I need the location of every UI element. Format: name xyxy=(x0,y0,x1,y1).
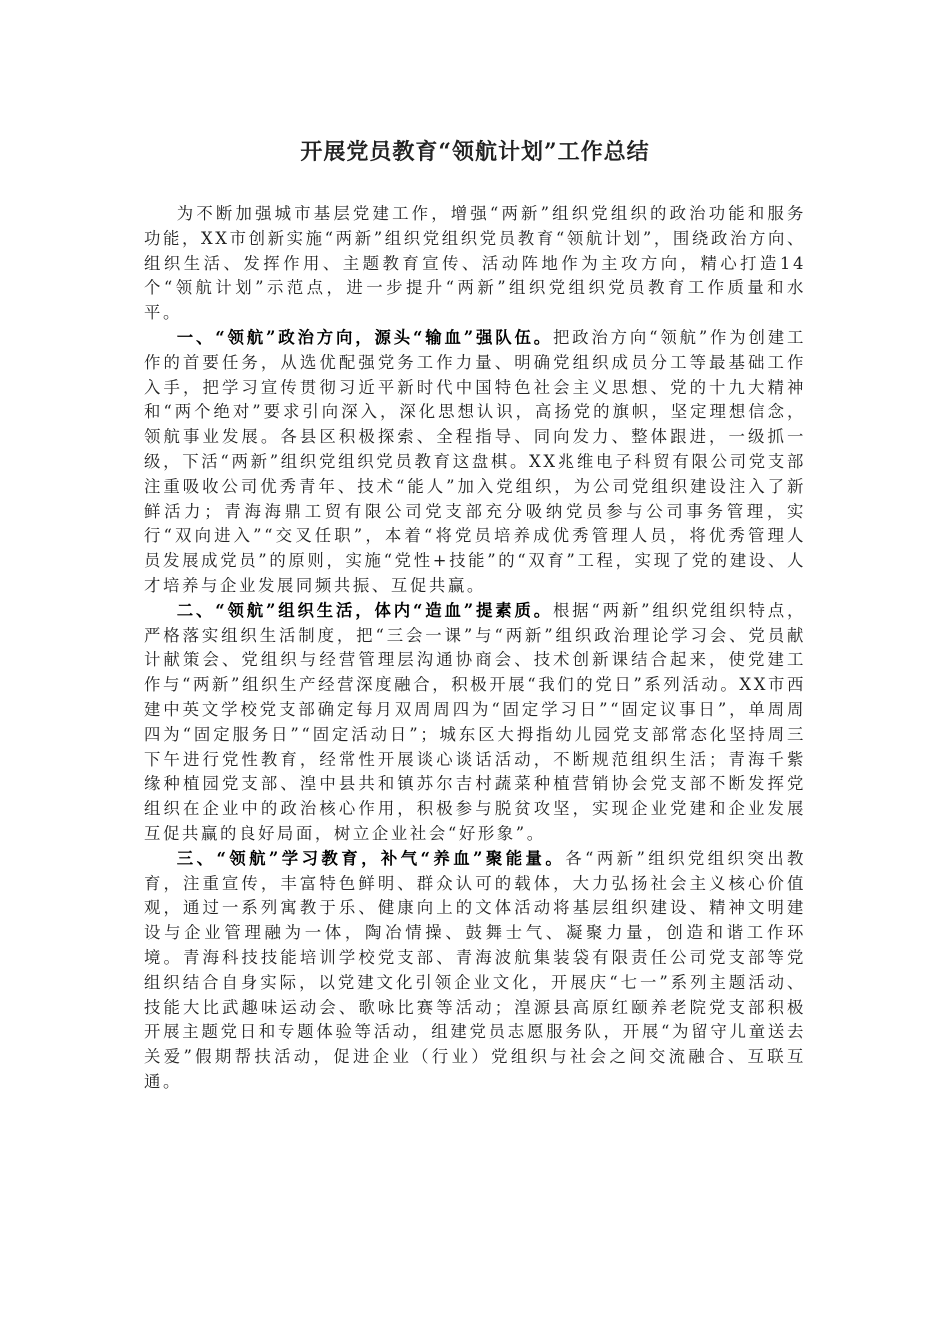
document-page xyxy=(144,135,806,1095)
document-title: 开展党员教育“领航计划”工作总结 xyxy=(300,139,650,165)
section-2-heading: 二、“领航”组织生活，体内“造血”提素质。 xyxy=(176,600,553,620)
section-3-heading: 三、“领航”学习教育，补气“养血”聚能量。 xyxy=(176,848,566,868)
intro-paragraph: 为不断加强城市基层党建工作，增强“两新”组织党组织的政治功能和服务功能，XX市创新实施“两新”组织党组织党员教育“领航计划”，围绕政治方向、组织生活、发挥作用、主题教育宣传、活动阵地作为主攻方向，精心打造14个“领航计划”示范点，进一步提升“两新”组织党组织党员教育工作质量和水平。 xyxy=(144,204,806,323)
section-3-body: 各“两新”组织党组织突出教育，注重宣传，丰富特色鲜明、群众认可的载体，大力弘扬社会主义核心价值观，通过一系列寓教于乐、健康向上的文体活动将基层组织建设、精神文明建设与企业管理融为一体，陶冶情操、鼓舞士气、凝聚力量，创造和谐工作环境。青海科技技能培训学校党支部、青海波航集装袋有限责任公司党支部等党组织结合自身实际，以党建文化引领企业文化，开展庆“七一”系列主题活动、技能大比武趣味运动会、歌咏比赛等活动；湟源县高原红颐养老院党支部积极开展主题党日和专题体验等活动，组建党员志愿服务队，开展“为留守儿童送去关爱”假期帮扶活动，促进企业（行业）党组织与社会之间交流融合、互联互通。 xyxy=(144,848,807,1091)
section-2-body: 根据“两新”组织党组织特点，严格落实组织生活制度，把“三会一课”与“两新”组织政治理论学习会、党员献计献策会、党组织与经营管理层沟通协商会、技术创新课结合起来，使党建工作与“两新”组织生产经营深度融合，积极开展“我们的党日”系列活动。XX市西建中英文学校党支部确定每月双周周四为“固定学习日”“固定议事日”，单周周四为“固定服务日”“固定活动日”；城东区大拇指幼儿园党支部常态化坚持周三下午进行党性教育，经常性开展谈心谈话活动，不断规范组织生活；青海千紫缘种植园党支部、湟中县共和镇苏尔吉村蔬菜种植营销协会党支部不断发挥党组织在企业中的政治核心作用，积极参与脱贫攻坚，实现企业党建和企业发展互促共赢的良好局面，树立企业社会“好形象”。 xyxy=(144,600,806,843)
section-3-paragraph xyxy=(144,847,806,1095)
section-1-paragraph xyxy=(144,326,806,599)
section-1-body: 把政治方向“领航”作为创建工作的首要任务，从选优配强党务工作力量、明确党组织成员分工等最基础工作入手，把学习宣传贯彻习近平新时代中国特色社会主义思想、党的十九大精神和“两个绝对”要求引向深入，深化思想认识，高扬党的旗帜，坚定理想信念，领航事业发展。各县区积极探索、全程指导、同向发力、整体跟进，一级抓一级，下活“两新”组织党组织党员教育这盘棋。XX兆维电子科贸有限公司党支部注重吸收公司优秀青年、技术“能人”加入党组织，为公司党组织建设注入了新鲜活力；青海海鼎工贸有限公司党支部充分吸纳党员参与公司事务管理，实行“双向进入”“交叉任职”，本着“将党员培养成优秀管理人员，将优秀管理人员发展成党员”的原则，实施“党性+技能”的“双育”工程，实现了党的建设、人才培养与企业发展同频共振、互促共赢。 xyxy=(144,327,806,595)
section-1-heading: 一、“领航”政治方向，源头“输血”强队伍。 xyxy=(176,327,553,347)
section-2-paragraph xyxy=(144,599,806,847)
